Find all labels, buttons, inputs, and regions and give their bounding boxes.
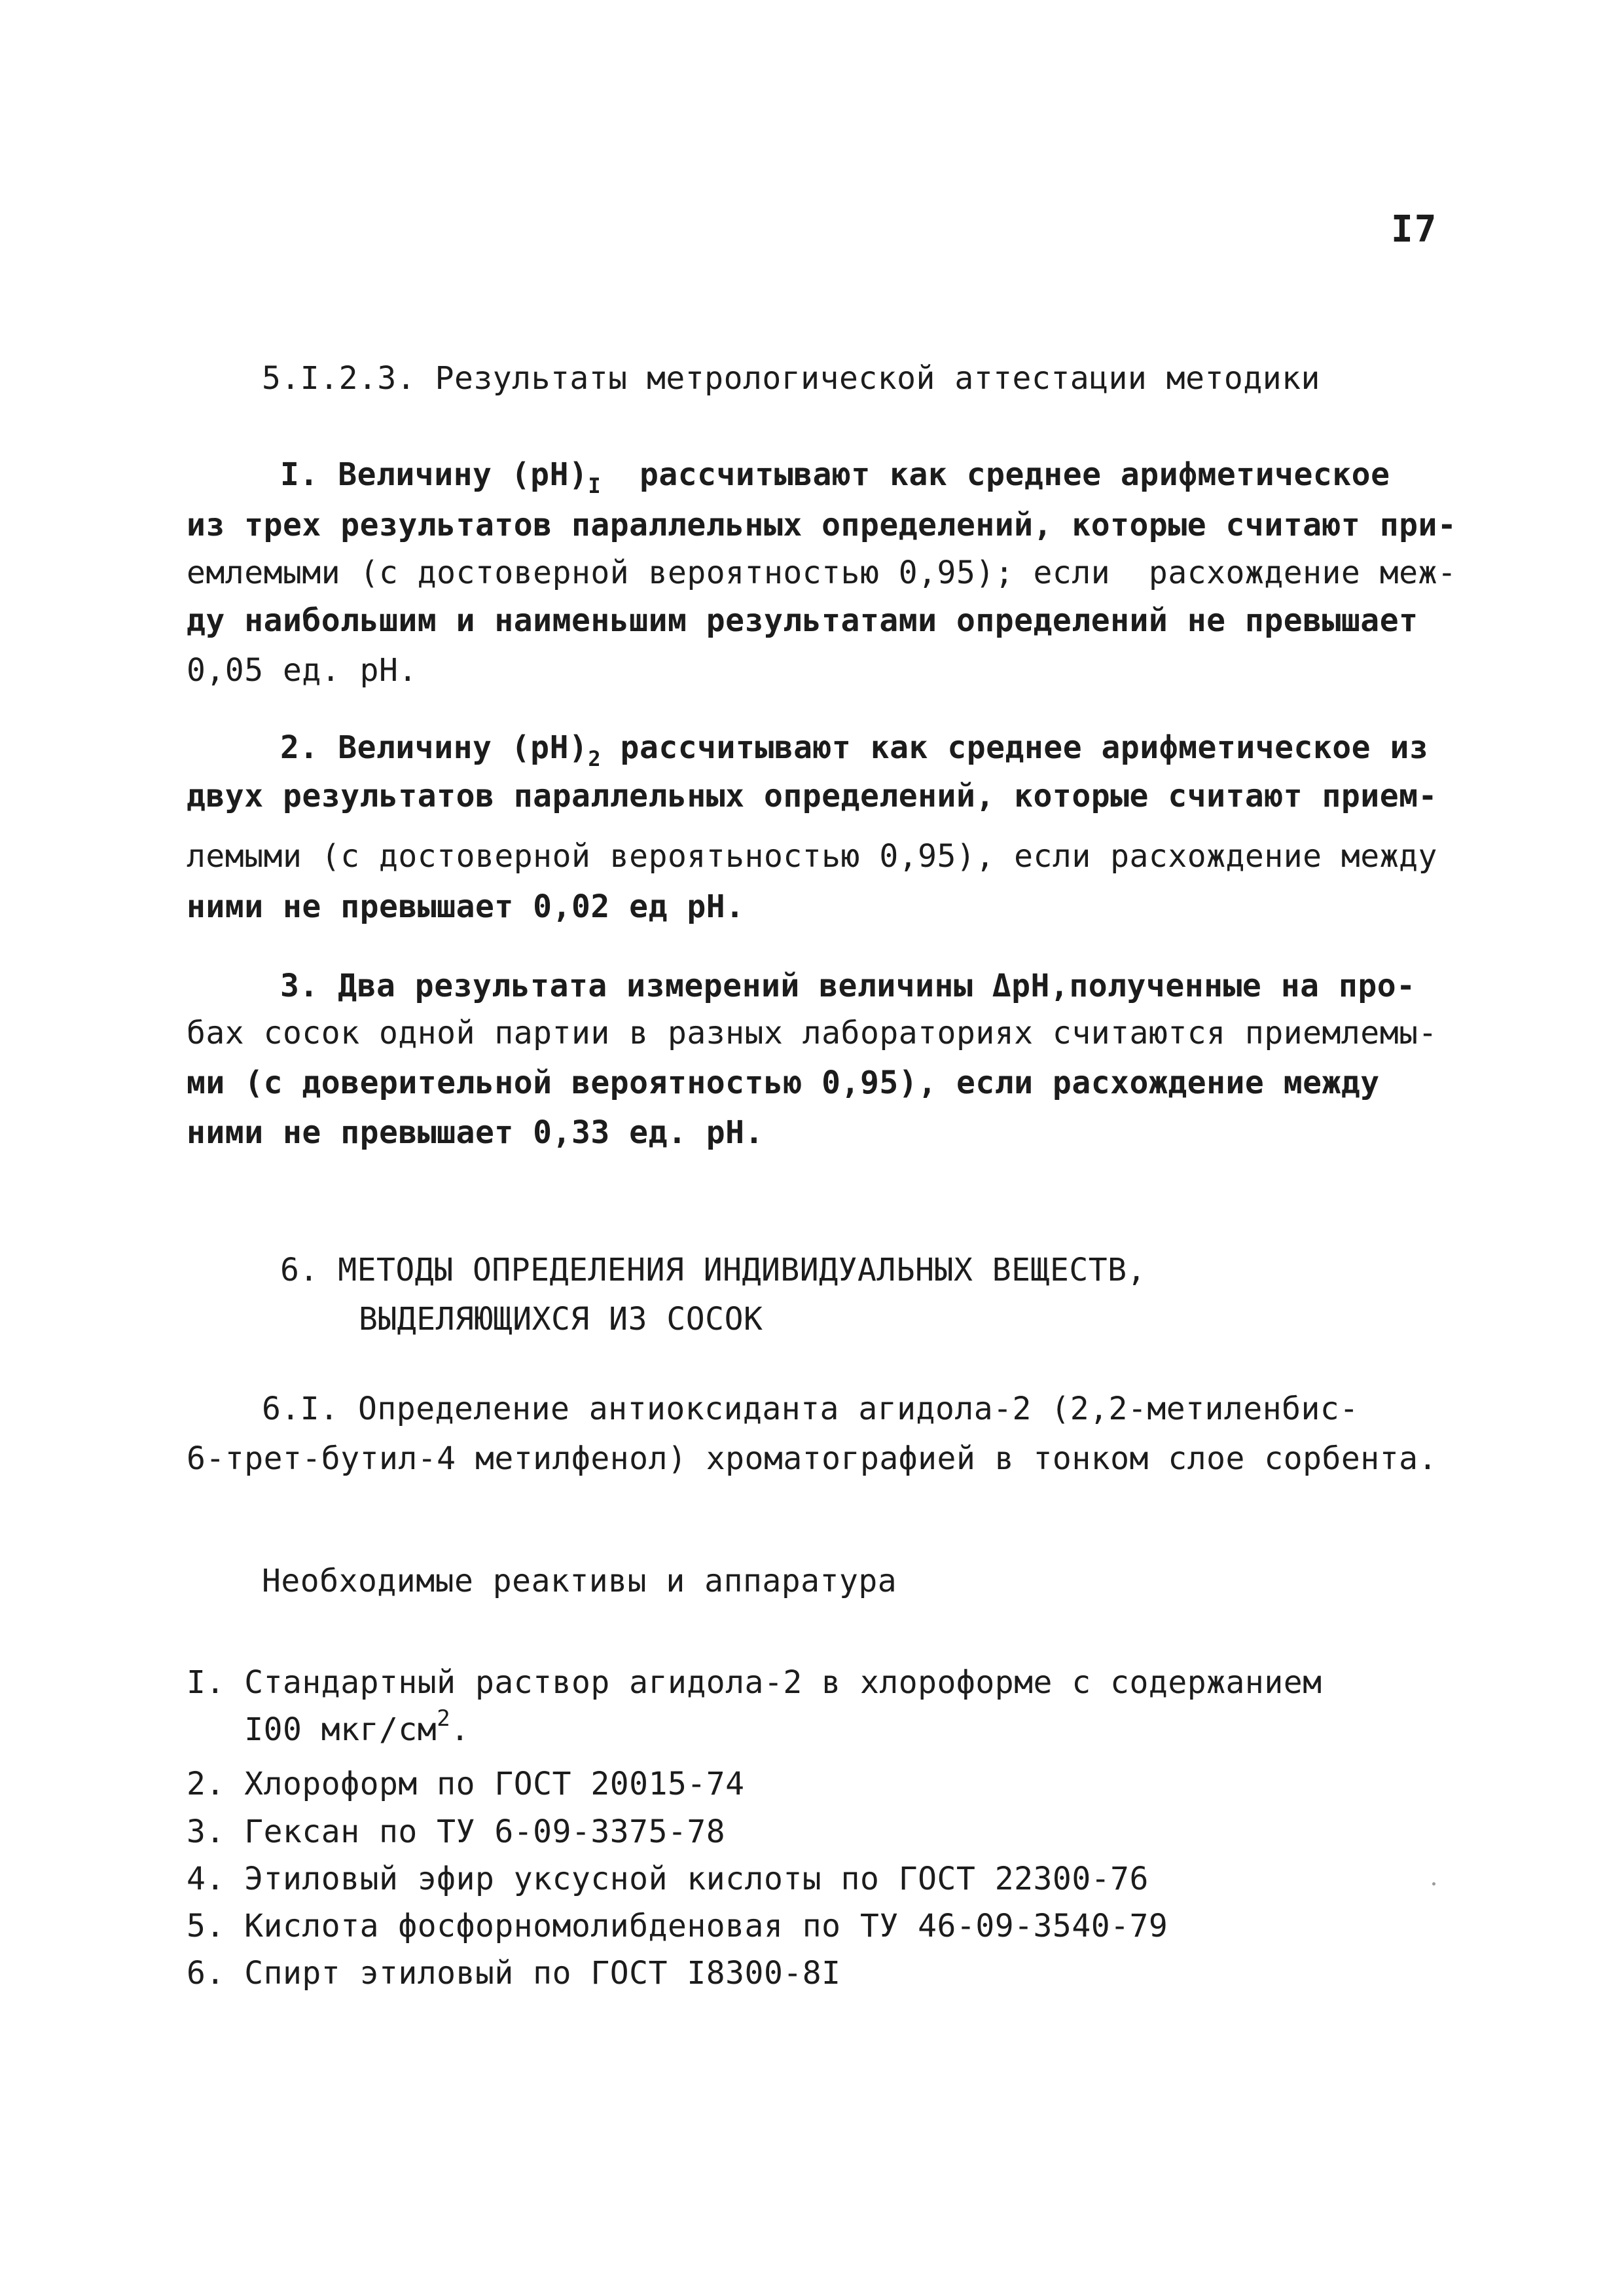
superscript: 2 — [437, 1705, 451, 1732]
section-heading-line: ВЫДЕЛЯЮЩИХСЯ ИЗ СОСОК — [359, 1301, 763, 1338]
section-heading: 5.I.2.3. Результаты метрологической аттестации методики — [262, 360, 1320, 397]
paragraph-line: ду наибольшим и наименьшим результатами определений не превышает — [187, 602, 1418, 639]
paragraph-line: емлемыми (с достоверной вероятностью 0,95); если расхождение меж- — [187, 555, 1457, 591]
reagents-heading: Необходимые реактивы и аппаратура — [262, 1563, 897, 1599]
text-run: I. Величину (pH) — [280, 456, 588, 493]
list-item: 6. Спирт этиловый по ГОСТ I8300-8I — [187, 1955, 841, 1992]
paragraph-line: из трех результатов параллельных определений, которые считают при- — [187, 507, 1457, 543]
scan-speck — [1432, 1882, 1435, 1886]
text-run: рассчитывают как среднее арифметическое — [601, 456, 1390, 493]
text-run: I00 мкг/см — [187, 1711, 437, 1748]
paragraph-line: двух результатов параллельных определений, которые считают прием- — [187, 778, 1437, 814]
list-item: 5. Кислота фосфорномолибденовая по ТУ 46-09-3540-79 — [187, 1908, 1168, 1944]
subscript: I — [588, 473, 602, 498]
paragraph-line: ними не превышает 0,02 ед pH. — [187, 888, 745, 925]
text-run: . — [450, 1711, 470, 1748]
subsection-6-1-line: 6-трет-бутил-4 метилфенол) хроматографией в тонком слое сорбента. — [187, 1440, 1437, 1477]
paragraph-line: ними не превышает 0,33 ед. pH. — [187, 1114, 764, 1151]
page-number: I7 — [1391, 208, 1438, 251]
text-run: рассчитывают как среднее арифметическое из — [601, 729, 1429, 766]
paragraph-line — [280, 728, 1429, 771]
subsection-6-1-line: 6.I. Определение антиоксиданта агидола-2 (2,2-метиленбис- — [262, 1391, 1359, 1427]
list-item: 3. Гексан по ТУ 6-09-3375-78 — [187, 1813, 726, 1850]
paragraph-line — [280, 455, 1390, 498]
subscript: 2 — [588, 746, 602, 771]
section-heading-line: 6. МЕТОДЫ ОПРЕДЕЛЕНИЯ ИНДИВИДУАЛЬНЫХ ВЕЩЕСТВ, — [280, 1252, 1146, 1288]
paragraph-line: бах сосок одной партии в разных лабораториях считаются приемлемы- — [187, 1015, 1437, 1051]
list-item: I. Стандартный раствор агидола-2 в хлороформе с содержанием — [187, 1664, 1322, 1701]
paragraph-line: 3. Два результата измерений величины ΔpH,полученные на про- — [280, 968, 1416, 1004]
paragraph-line: лемыми (с достоверной вероятьностью 0,95), если расхождение между — [187, 838, 1437, 875]
list-item: 2. Хлороформ по ГОСТ 20015-74 — [187, 1766, 745, 1802]
paragraph-line: ми (с доверительной вероятностью 0,95), если расхождение между — [187, 1065, 1380, 1101]
text-run: 2. Величину (pH) — [280, 729, 588, 766]
list-item-continuation — [187, 1705, 470, 1749]
paragraph-line: 0,05 ед. pH. — [187, 652, 418, 689]
list-item: 4. Этиловый эфир уксусной кислоты по ГОСТ 22300-76 — [187, 1861, 1149, 1897]
